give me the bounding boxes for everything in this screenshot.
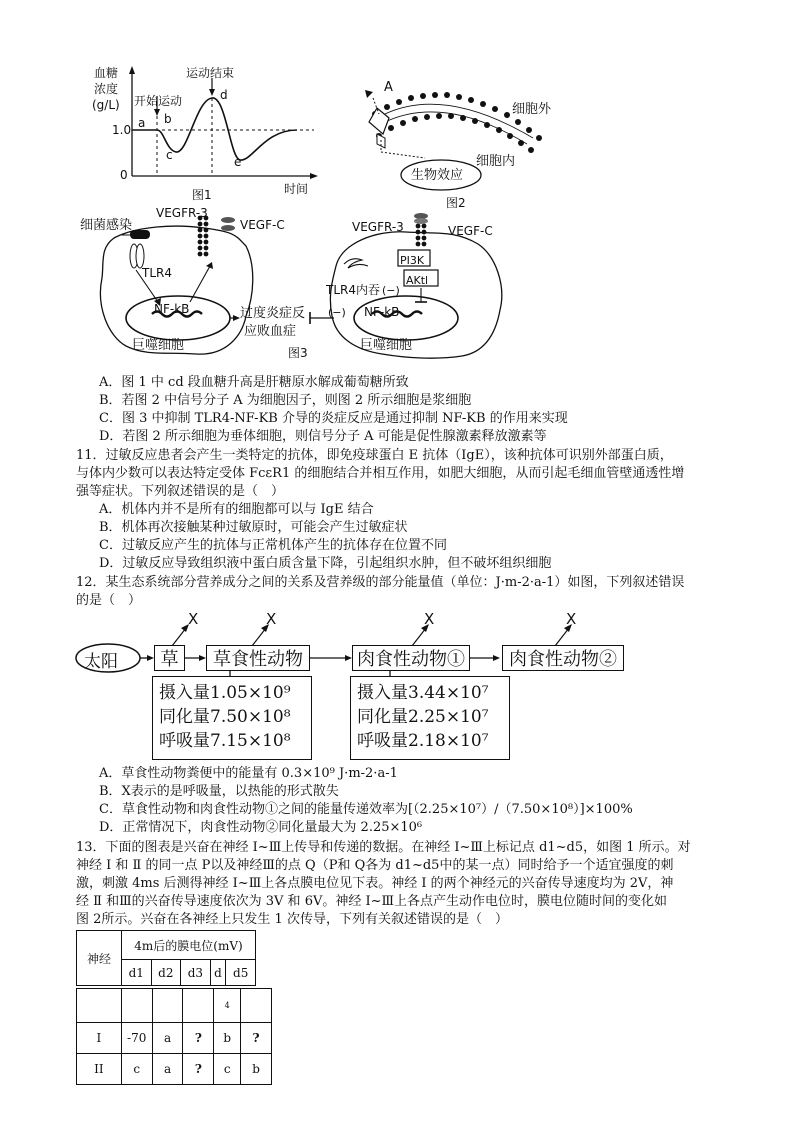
q12-option-d: D．正常情况下，肉食性动物②同化量最大为 2.25×10⁶ xyxy=(99,820,423,835)
fig1-origin: 0 xyxy=(120,168,128,182)
herbivore-respiration: 呼吸量7.15×10⁸ xyxy=(159,731,291,751)
table-cell: a xyxy=(152,1054,183,1085)
empty-cell xyxy=(121,989,152,1023)
food-chain-sun: 太阳 xyxy=(84,652,118,672)
membrane-potential-table-body xyxy=(76,988,272,1085)
row-name: I xyxy=(77,1023,122,1054)
food-chain-carnivore-2: 肉食性动物② xyxy=(502,645,624,671)
row-name: II xyxy=(77,1054,122,1085)
q13-stem-4: 经 Ⅱ 和Ⅲ的兴奋传导速度依次为 3V 和 6V。神经 Ⅰ~Ⅲ上各点产生动作电位时，膜电位随时间的变化如 xyxy=(76,894,668,909)
q12-stem-2: 的是（ ） xyxy=(76,593,142,608)
q11-option-b: B．机体再次接触某种过敏原时，可能会产生过敏症状 xyxy=(99,520,408,535)
fig1-point-e: e xyxy=(234,155,242,169)
food-chain-herbivore: 草食性动物 xyxy=(206,645,310,671)
fig3-minus-1: (−) xyxy=(382,284,400,297)
col-d5: d5 xyxy=(226,960,256,986)
x-label-carnivore-1: X xyxy=(424,610,435,628)
table-cell: ? xyxy=(183,1023,214,1054)
fig3-nfkb-right: NF-kB xyxy=(364,305,400,319)
q11-option-a: A．机体内并不是所有的细胞都可以与 IgE 结合 xyxy=(99,502,374,517)
fig1-start-label: 开始运动 xyxy=(134,94,183,108)
q10-option-d: D．若图 2 所示细胞为垂体细胞，则信号分子 A 可能是促性腺激素释放激素等 xyxy=(99,429,547,444)
fig3-macrophage-right: 巨噬细胞 xyxy=(360,338,413,353)
col-d3: d3 xyxy=(181,960,211,986)
fig3-vegfr-left: VEGFR-3 xyxy=(156,206,208,220)
herbivore-intake: 摄入量1.05×10⁹ xyxy=(159,683,291,703)
fig1-xlabel: 时间 xyxy=(284,182,309,196)
fig1-point-a: a xyxy=(138,116,146,130)
col-d2: d2 xyxy=(151,960,181,986)
fig1-caption: 图1 xyxy=(192,188,212,202)
fig1-ylabel-3: (g/L) xyxy=(92,98,120,112)
empty-cell xyxy=(241,989,272,1023)
fig2-caption: 图2 xyxy=(446,196,466,210)
x-label-grass: X xyxy=(188,610,199,628)
membrane-potential-table-header xyxy=(76,930,256,986)
fig3-macrophage-left: 巨噬细胞 xyxy=(132,338,185,353)
nerve-header: 神经 xyxy=(77,931,122,986)
fig2-outside: 细胞外 xyxy=(512,102,552,117)
q11-option-d: D．过敏反应导致组织液中蛋白质含量下降，引起组织水肿，但不破坏组织细胞 xyxy=(99,556,552,571)
fig1-point-c: c xyxy=(166,148,173,162)
q10-option-c: C．图 3 中抑制 TLR4-NF-KB 介导的炎症反应是通过抑制 NF-KB 的作用来实现 xyxy=(99,411,568,426)
food-chain-grass: 草 xyxy=(154,645,185,671)
fig3-tlr4-in: TLR4内吞 xyxy=(326,283,380,297)
fig1-point-d: d xyxy=(220,88,228,102)
q11-stem-3: 强等症状。下列叙述错误的是（ ） xyxy=(76,484,285,499)
q13-stem-3: 激，刺激 4ms 后测得神经 Ⅰ~Ⅲ上各点膜电位见下表。神经 Ⅰ 的两个神经元的兴奋传导速度均为 2V，神 xyxy=(76,876,674,891)
q13-stem-5: 图 2所示。兴奋在各神经上只发生 1 次传导，下列有关叙述错误的是（ ） xyxy=(76,912,508,927)
potential-header: 4m后的膜电位(mV) xyxy=(122,931,256,960)
fig3-pi3k: PI3K xyxy=(400,254,425,267)
fig3-nfkb-left: NF-kB xyxy=(154,302,190,316)
q12-stem-1: 12．某生态系统部分营养成分之间的关系及营养级的部分能量值（单位：J·m-2·a-1）如图，下列叙述错误 xyxy=(76,575,685,590)
fig3-akt: AKtl xyxy=(406,274,429,287)
fig3-result-2: 应败血症 xyxy=(244,324,297,339)
carnivore-intake: 摄入量3.44×10⁷ xyxy=(357,683,489,703)
q12-option-b: B．X表示的是呼吸量，以热能的形式散失 xyxy=(99,784,339,799)
fig3-caption: 图3 xyxy=(288,346,308,360)
q10-option-a: A．图 1 中 cd 段血糖升高是肝糖原水解成葡萄糖所致 xyxy=(99,375,409,390)
q10-option-b: B．若图 2 中信号分子 A 为细胞因子，则图 2 所示细胞是浆细胞 xyxy=(99,393,472,408)
empty-cell xyxy=(152,989,183,1023)
table-cell: ? xyxy=(183,1054,214,1085)
x-label-carnivore-2: X xyxy=(566,610,577,628)
herbivore-energy-box xyxy=(152,676,312,760)
fig3-result-1: 过度炎症反 xyxy=(240,306,306,321)
table-cell: b xyxy=(214,1023,241,1054)
table-cell: c xyxy=(214,1054,241,1085)
fig3-tlr4: TLR4 xyxy=(142,266,172,280)
q13-stem-1: 13．下面的图表是兴奋在神经 Ⅰ~Ⅲ上传导和传递的数据。在神经 Ⅰ~Ⅲ上标记点 d1~d5，如图 1 所示。对 xyxy=(76,840,691,855)
q13-stem-2: 神经 Ⅰ 和 Ⅱ 的同一点 P以及神经Ⅲ的点 Q（P和 Q各为 d1~d5中的某一点）同时给予一个适宜强度的刺 xyxy=(76,858,674,873)
top-note-cell: 4 xyxy=(214,989,241,1023)
fig2-inside: 细胞内 xyxy=(476,154,516,169)
fig3-vegfr-right: VEGFR-3 xyxy=(352,220,404,234)
herbivore-assimilation: 同化量7.50×10⁸ xyxy=(159,707,291,727)
food-chain-carnivore-1: 肉食性动物① xyxy=(352,645,470,671)
col-d1: d1 xyxy=(122,960,152,986)
fig3-infection: 细菌感染 xyxy=(80,218,133,233)
fig1-ylabel-2: 浓度 xyxy=(94,82,119,96)
fig3-minus-2: (−) xyxy=(328,306,346,319)
q11-stem-2: 与体内少数可以表达特定受体 FcεR1 的细胞结合并相互作用，如肥大细胞，从而引起毛细血管壁通透性增 xyxy=(76,466,685,481)
q12-option-a: A．草食性动物粪便中的能量有 0.3×10⁹ J·m-2·a-1 xyxy=(99,766,398,781)
empty-cell xyxy=(183,989,214,1023)
fig3-vegfc-left: VEGF-C xyxy=(240,218,285,232)
carnivore-energy-box xyxy=(350,676,510,760)
fig1-point-b: b xyxy=(164,112,172,126)
fig1-y-tick: 1.0 xyxy=(112,123,132,137)
empty-cell xyxy=(77,989,122,1023)
fig3-vegfc-right: VEGF-C xyxy=(448,224,493,238)
fig1-end-label: 运动结束 xyxy=(186,66,235,80)
table-cell: -70 xyxy=(121,1023,152,1054)
fig2-label-a: A xyxy=(384,80,393,95)
table-cell: b xyxy=(241,1054,272,1085)
x-label-herbivore: X xyxy=(266,610,277,628)
col-d4: d xyxy=(210,960,226,986)
table-cell: ? xyxy=(241,1023,272,1054)
table-cell: a xyxy=(152,1023,183,1054)
q12-option-c: C．草食性动物和肉食性动物①之间的能量传递效率为[（2.25×10⁷）/（7.50×10⁸）]×100% xyxy=(99,802,633,817)
carnivore-respiration: 呼吸量2.18×10⁷ xyxy=(357,731,489,751)
table-cell: c xyxy=(121,1054,152,1085)
q11-option-c: C．过敏反应产生的抗体与正常机体产生的抗体存在位置不同 xyxy=(99,538,447,553)
q11-stem-1: 11．过敏反应患者会产生一类特定的抗体，即免疫球蛋白 E 抗体（IgE），该种抗体可识别外部蛋白质， xyxy=(76,448,673,463)
fig2-effect: 生物效应 xyxy=(411,168,464,183)
fig1-ylabel-1: 血糖 xyxy=(94,66,119,80)
carnivore-assimilation: 同化量2.25×10⁷ xyxy=(357,707,489,727)
